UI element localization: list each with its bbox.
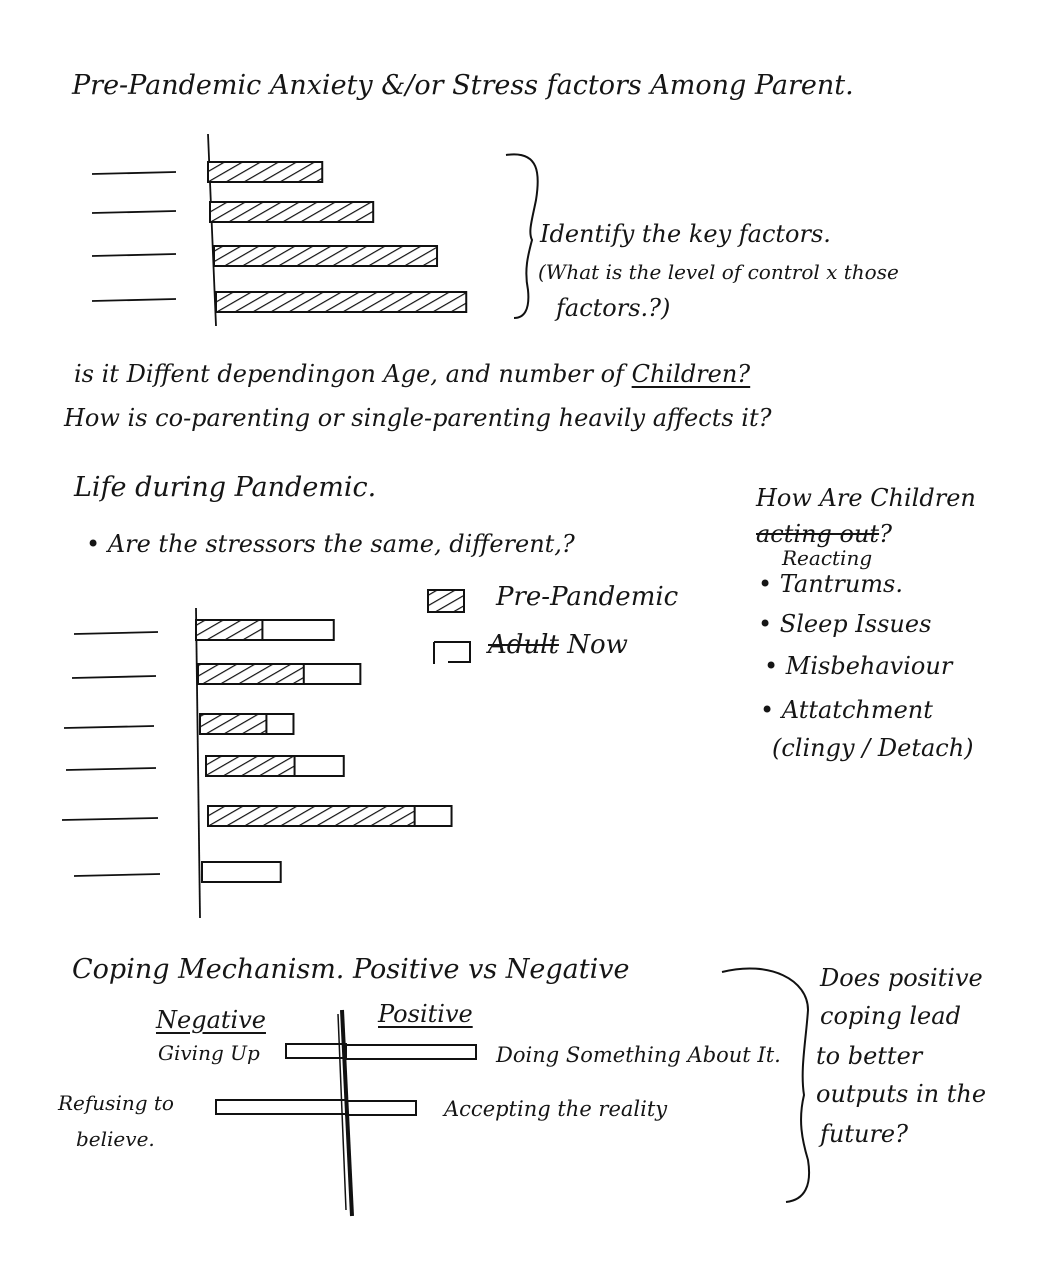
note-control: (What is the level of control x those xyxy=(538,260,899,284)
coping-note-line: Does positive xyxy=(820,964,983,992)
chart1-bracket xyxy=(506,154,538,318)
chart2-bar-pre xyxy=(196,620,262,640)
children-item: • Misbehaviour xyxy=(764,652,953,680)
chart3-bar-negative xyxy=(216,1100,346,1114)
legend-pre-swatch xyxy=(428,590,464,612)
coping-positive-header: Positive xyxy=(378,1000,473,1028)
children-qmark: ? xyxy=(879,520,892,548)
chart3-bar-positive xyxy=(346,1045,476,1059)
coping-note-line: outputs in the xyxy=(816,1080,987,1108)
section-pandemic-title: Life during Pandemic. xyxy=(74,472,377,503)
note-identify: Identify the key factors. xyxy=(540,220,831,248)
chart1-bar xyxy=(210,202,373,222)
chart1-bar xyxy=(208,162,322,182)
section-coping-title: Coping Mechanism. Positive vs Negative xyxy=(72,954,630,985)
chart3-negative-label: Refusing to xyxy=(58,1091,174,1115)
chart3-positive-label: Doing Something About It. xyxy=(496,1043,781,1067)
chart2-category-line xyxy=(72,676,156,678)
coping-note-line: to better xyxy=(816,1042,923,1070)
chart2-bar-pre xyxy=(208,806,415,826)
chart3-positive-label: Accepting the reality xyxy=(444,1097,668,1121)
legend-now-struck: Adult xyxy=(488,630,559,660)
question-children: Children? xyxy=(631,360,751,388)
children-struck: acting out xyxy=(756,520,880,548)
question-coparenting: How is co-parenting or single-parenting heavily affects it? xyxy=(64,404,772,432)
children-item: • Tantrums. xyxy=(758,570,903,598)
chart1-bar xyxy=(216,292,466,312)
question-age-text: is it Diffent dependingon Age, and number of xyxy=(74,360,624,388)
section-pandemic-bullet: • Are the stressors the same, different,? xyxy=(86,530,575,558)
chart1-category-line xyxy=(92,254,176,256)
chart2-axis xyxy=(196,608,200,918)
children-item: (clingy / Detach) xyxy=(772,734,974,762)
children-item: • Attatchment xyxy=(760,696,933,724)
chart2-bar-pre xyxy=(206,756,295,776)
chart3-bar-negative xyxy=(286,1044,346,1058)
legend-now-swatch xyxy=(434,642,470,664)
chart2-category-line xyxy=(74,632,158,634)
children-item: • Sleep Issues xyxy=(758,610,932,638)
chart2-bar-now xyxy=(202,862,281,882)
chart3-bracket xyxy=(722,968,809,1202)
chart1-category-line xyxy=(92,172,176,174)
chart1-category-line xyxy=(92,211,176,213)
chart3-negative-label-cont: believe. xyxy=(76,1127,155,1151)
chart1-category-line xyxy=(92,299,176,301)
chart2-bar-pre xyxy=(198,664,304,684)
chart2-category-line xyxy=(74,874,160,876)
chart2-category-line xyxy=(66,768,156,770)
coping-negative-header: Negative xyxy=(156,1006,266,1034)
children-title: How Are Children xyxy=(756,484,976,512)
chart1-bar xyxy=(214,246,437,266)
chart3-negative-label: Giving Up xyxy=(158,1041,260,1065)
chart2-category-line xyxy=(64,726,154,728)
page-title: Pre-Pandemic Anxiety &/or Stress factors Among Parent. xyxy=(72,70,854,101)
legend-pre-label: Pre-Pandemic xyxy=(496,582,679,612)
children-correction: Reacting xyxy=(782,546,873,570)
chart2-category-line xyxy=(62,818,158,820)
coping-note-line: future? xyxy=(820,1120,908,1148)
chart3-bar-positive xyxy=(346,1101,416,1115)
note-factors: factors.?) xyxy=(556,294,671,322)
legend-now-text: Now xyxy=(567,630,628,660)
chart2-bar-pre xyxy=(200,714,266,734)
coping-note-line: coping lead xyxy=(820,1002,961,1030)
